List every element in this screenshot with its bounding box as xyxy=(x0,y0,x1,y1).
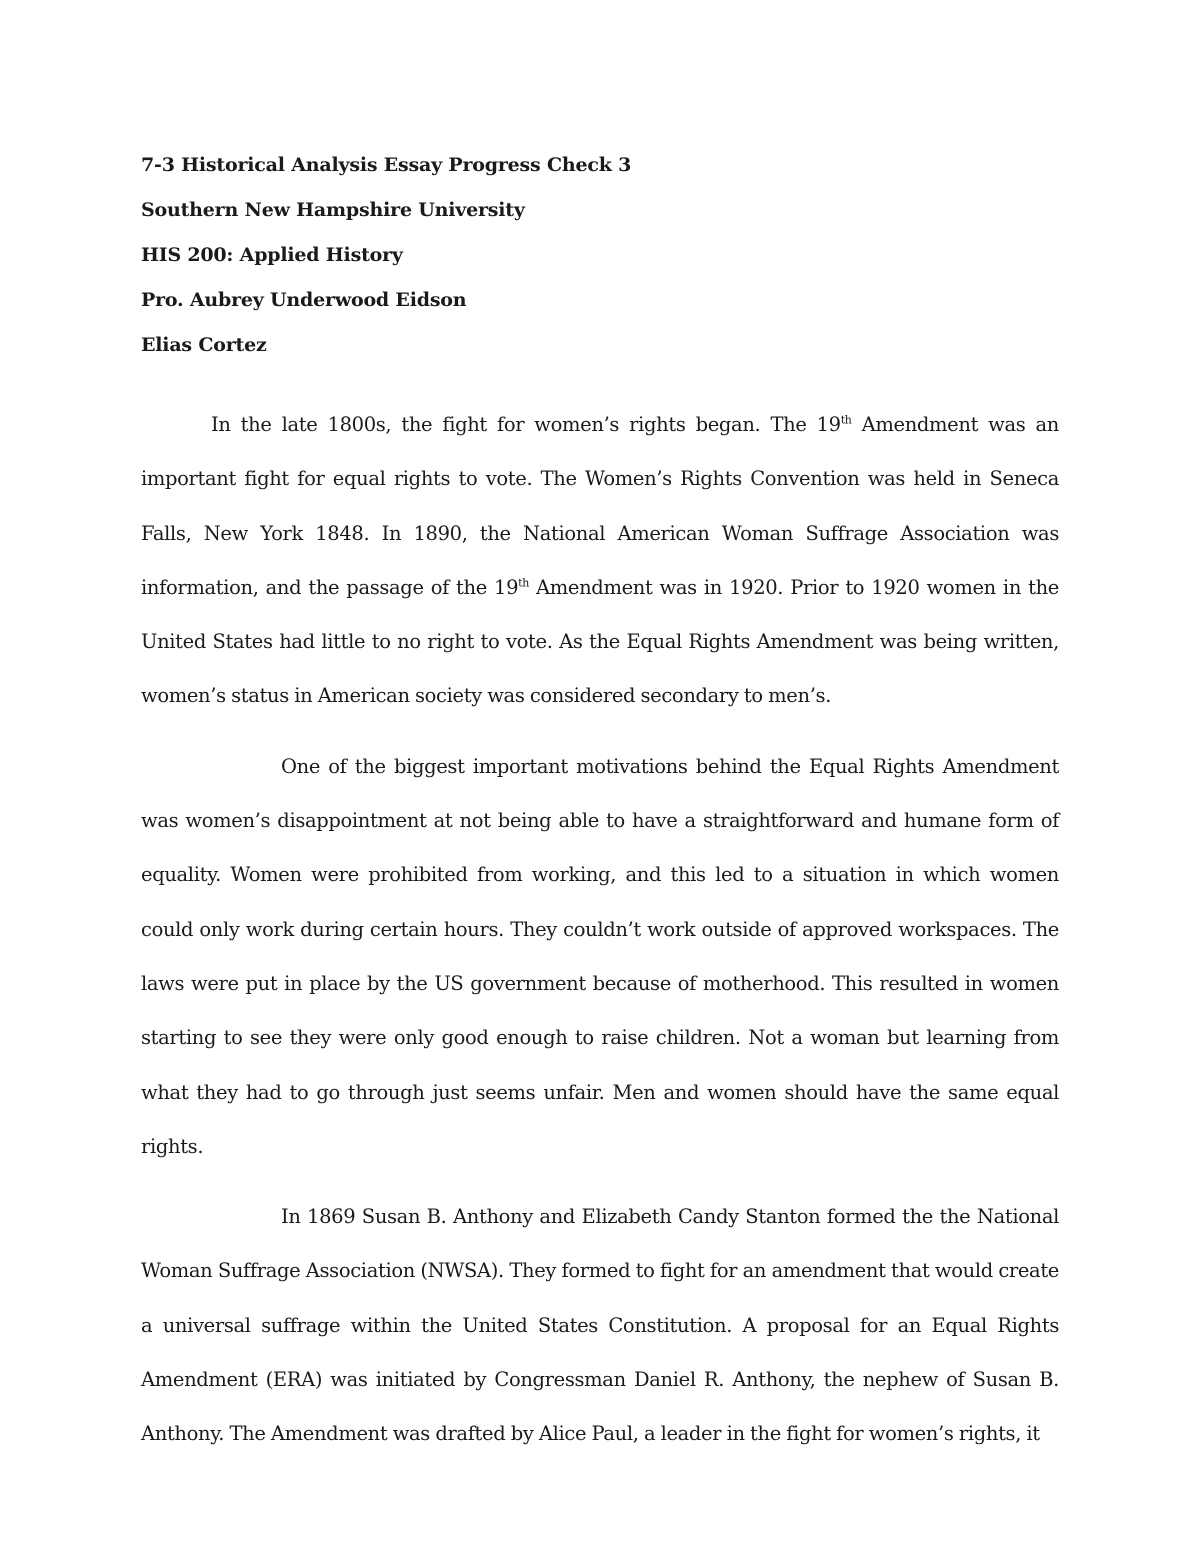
paragraph-1-text-b: Amendment was an important fight for equal rights to vote. The Women’s Rights Convention was held in Seneca Falls, New York 1848. In 1890, the National American Woman Suffrage Association was information, and the passage of the 19 xyxy=(141,413,1059,599)
paragraph-2: One of the biggest important motivations behind the Equal Rights Amendment was women’s disappointment at not being able to have a straightforward and humane form of equality. Women were prohibited from working, and this led to a situation in which women could only work during certain hours. They couldn’t work outside of approved workspaces. The laws were put in place by the US government because of motherhood. This resulted in women starting to see they were only good enough to raise children. Not a woman but learning from what they had to go through just seems unfair. Men and women should have the same equal rights. xyxy=(141,754,1059,1158)
paragraph-3: In 1869 Susan B. Anthony and Elizabeth Candy Stanton formed the the National Woman Suffrage Association (NWSA). They formed to fight for an amendment that would create a universal suffrage within the United States Constitution. A proposal for an Equal Rights Amendment (ERA) was initiated by Congressman Daniel R. Anthony, the nephew of Susan B. Anthony. The Amendment was drafted by Alice Paul, a leader in the fight for women’s rights, it xyxy=(141,1205,1059,1446)
essay-title: 7-3 Historical Analysis Essay Progress Check 3 xyxy=(141,154,632,176)
institution-name: Southern New Hampshire University xyxy=(141,199,525,221)
title-block xyxy=(141,143,1061,368)
instructor-name: Pro. Aubrey Underwood Eidson xyxy=(141,289,467,311)
ordinal-suffix: th xyxy=(518,576,529,590)
paragraph-1-text-c: Amendment was in 1920. Prior to 1920 women in the United States had little to no right to vote. As the Equal Rights Amendment was being written, women’s status in American society was considered secondary to men’s. xyxy=(141,575,1059,708)
ordinal-suffix: th xyxy=(840,413,852,427)
essay-body xyxy=(141,398,1059,1462)
author-name: Elias Cortez xyxy=(141,334,267,356)
course-name: HIS 200: Applied History xyxy=(141,244,403,266)
paragraph-1-text-a: In the late 1800s, the fight for women’s rights began. The 19 xyxy=(211,413,841,436)
paragraph-1 xyxy=(141,398,1059,724)
